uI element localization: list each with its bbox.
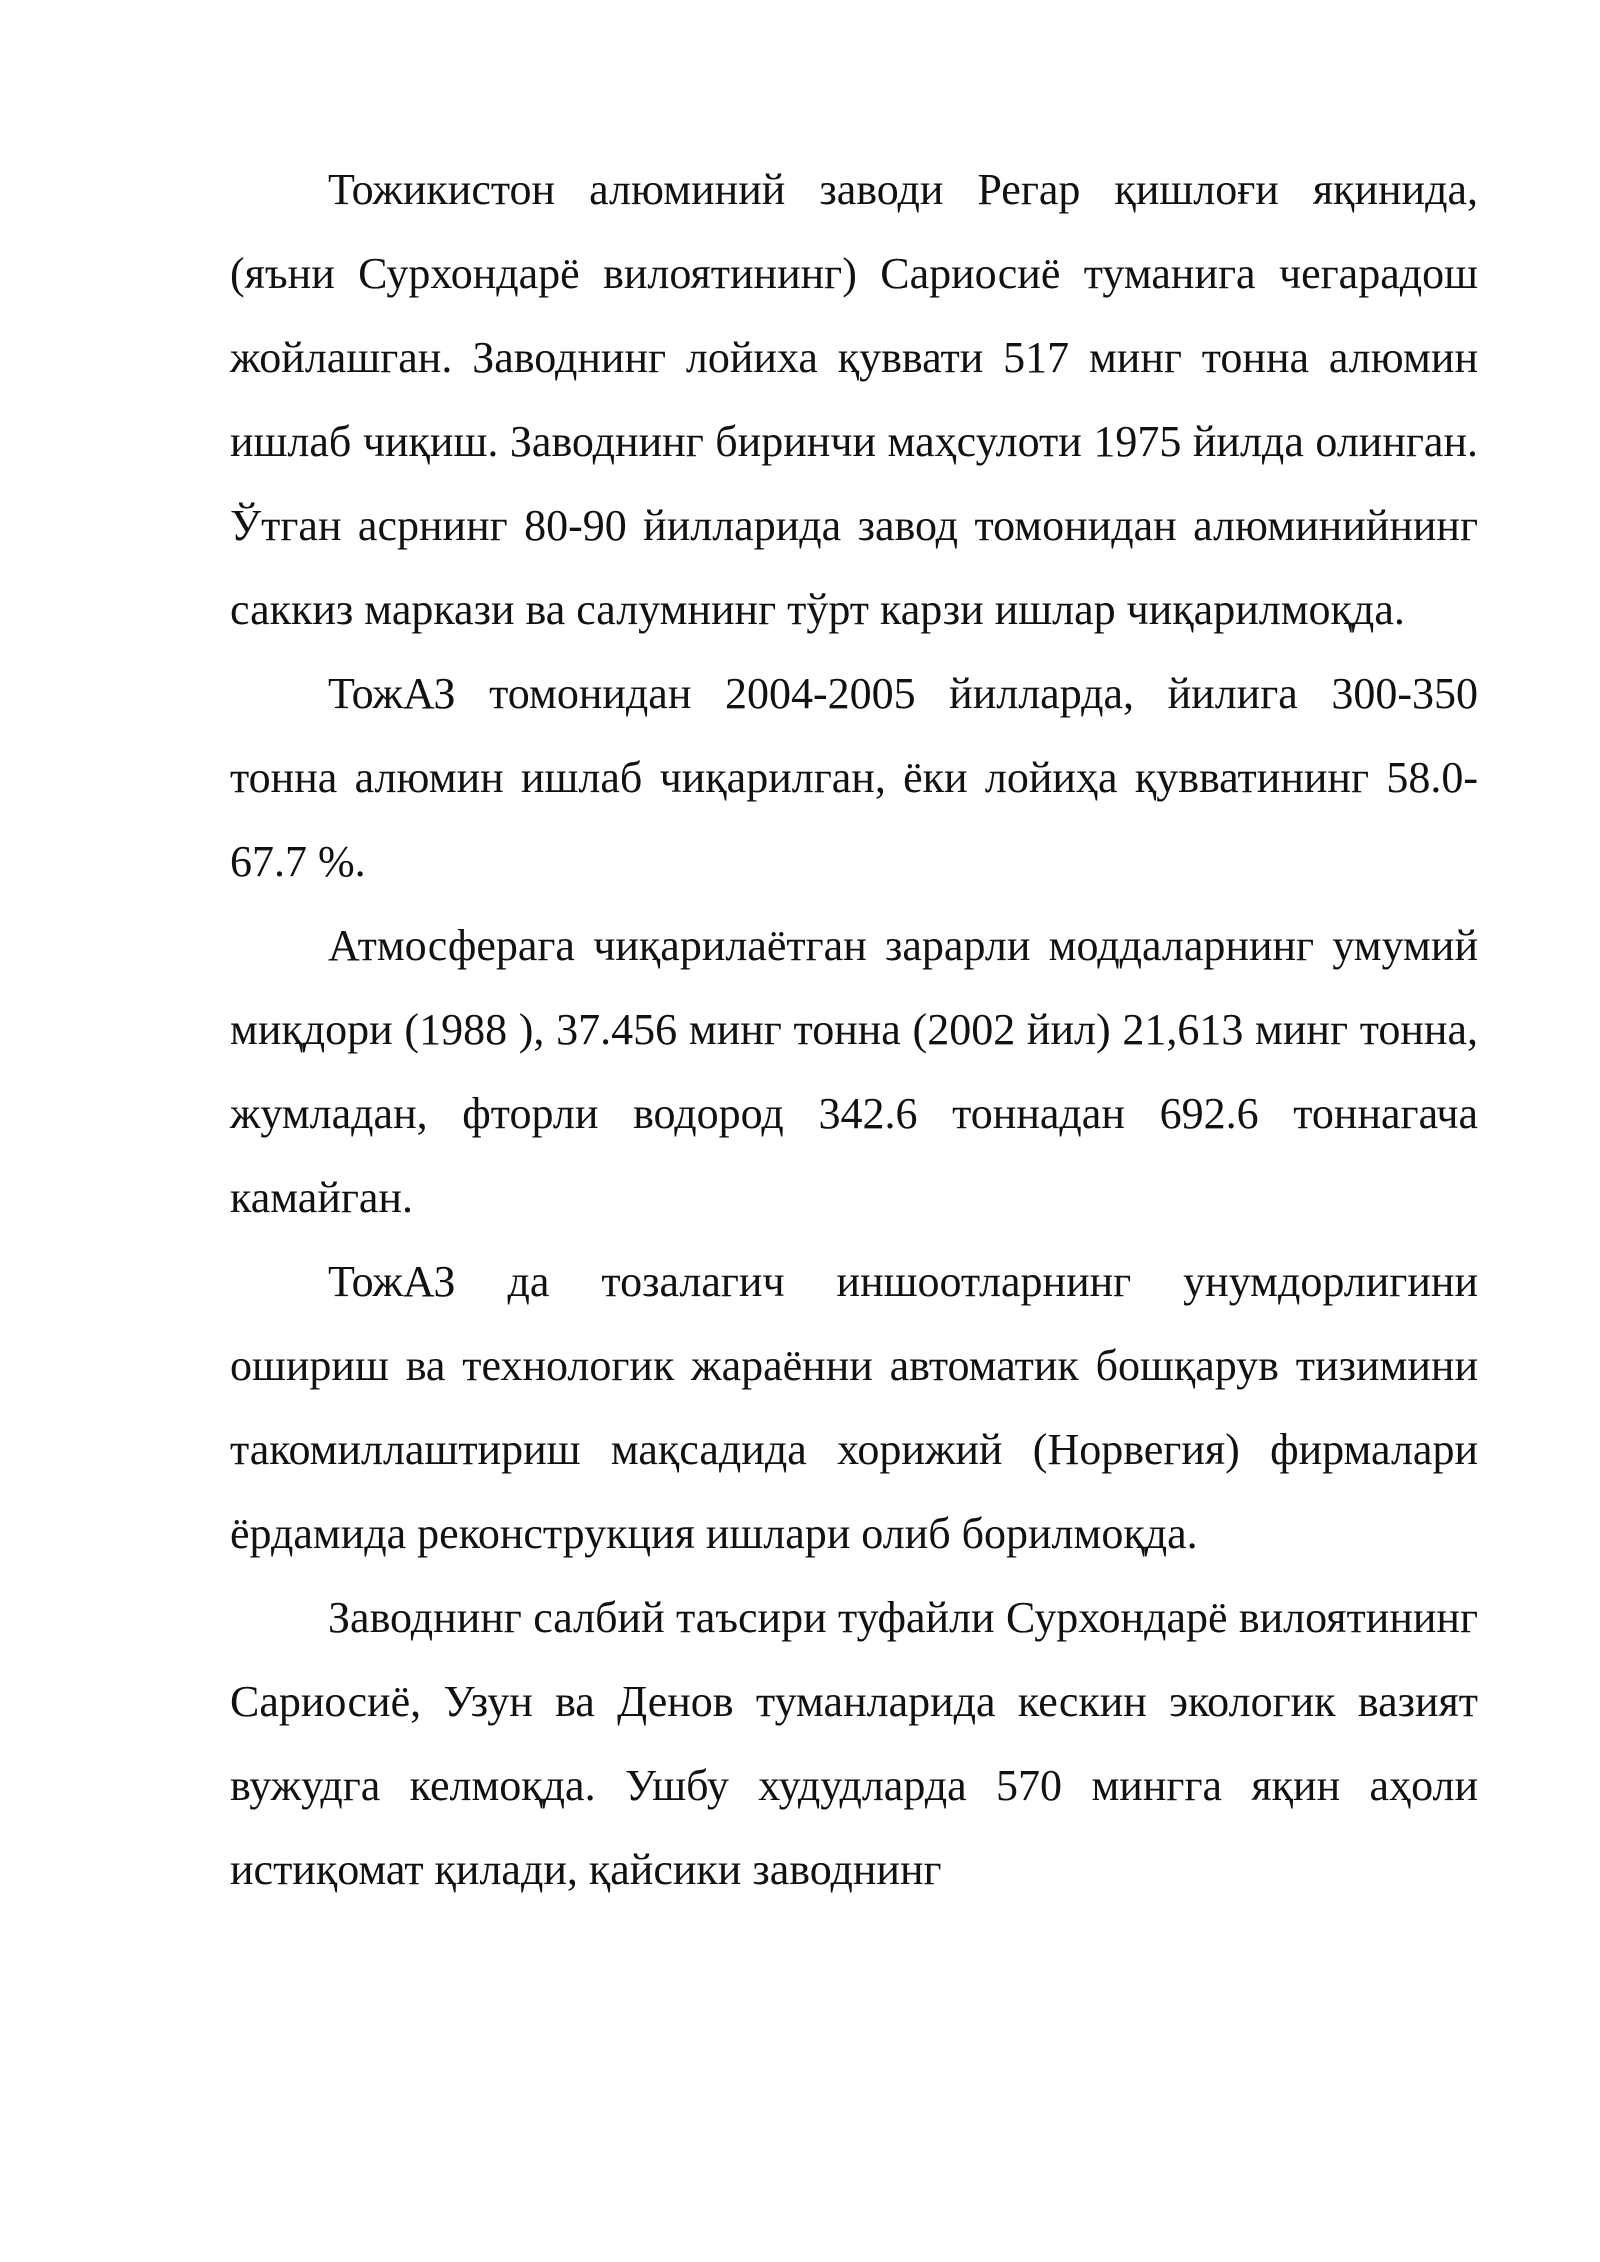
paragraph-production-2004-2005: ТожАЗ томонидан 2004-2005 йилларда, йилига 300-350 тонна алюмин ишлаб чиқарилган, ёки лойиҳа қувватининг 58.0-67.7 %. <box>230 669 1478 886</box>
paragraph-reconstruction: ТожАЗ да тозалагич иншоотларнинг унумдорлигини ошириш ва технологик жараённи автоматик бошқарув тизимини такомиллаштириш мақсадида хорижий (Норвегия) фирмалари ёрдамида реконструкция ишлари олиб борилмоқда. <box>230 1257 1478 1558</box>
document-body <box>230 148 1478 1912</box>
paragraph-ecological-impact: Заводнинг салбий таъсири туфайли Сурхондарё вилоятининг Сариосиё, Узун ва Денов туманларида кескин экологик вазият вужудга келмоқда. Ушбу худудларда 570 мингга яқин аҳоли истиқомат қилади, қайсики заводнинг <box>230 1593 1478 1894</box>
paragraph-aluminum-plant-location: Тожикистон алюминий заводи Регар қишлоғи яқинида, (яъни Сурхондарё вилоятининг) Сариосиё туманига чегарадош жойлашган. Заводнинг лойиха қуввати 517 минг тонна алюмин ишлаб чиқиш. Заводнинг биринчи маҳсулоти 1975 йилда олинган. Ўтган асрнинг 80-90 йилларида завод томонидан алюминийнинг саккиз маркази ва салумнинг тўрт карзи ишлар чиқарилмоқда. <box>230 165 1478 634</box>
paragraph-atmospheric-emissions: Атмосферага чиқарилаётган зарарли моддаларнинг умумий миқдори (1988 ), 37.456 минг тонна (2002 йил) 21,613 минг тонна, жумладан, фторли водород 342.6 тоннадан 692.6 тоннагача камайган. <box>230 921 1478 1222</box>
